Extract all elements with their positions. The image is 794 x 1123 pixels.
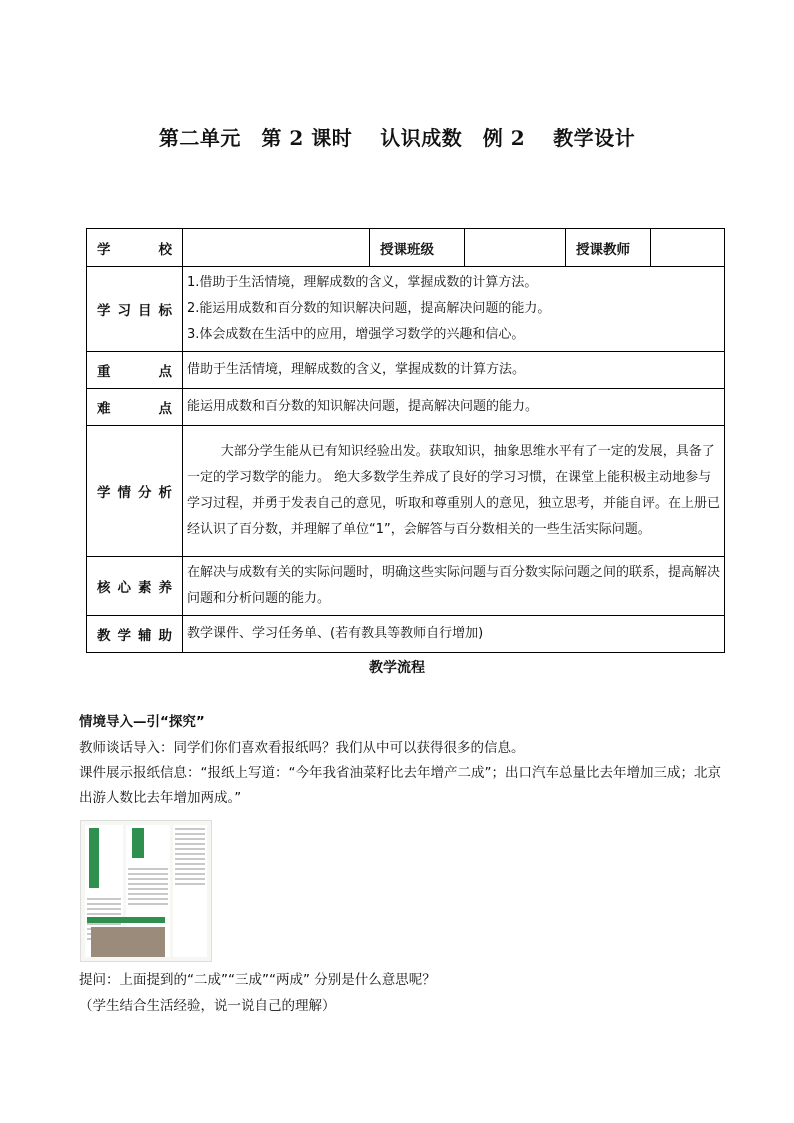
- analysis-text: 大部分学生能从已有知识经验出发。获取知识，抽象思维水平有了一定的发展，具备了一定的学习数学的能力。 绝大多数学生养成了良好的学习习惯，在课堂上能积极主动地参与学习过程，并勇于发表自己的意见，听取和尊重别人的意见，独立思考，并能自评。在上册已经认识了百分数，并理解了单位“1”，会解答与百分数相关的一些生活实际问题。: [183, 426, 725, 557]
- literacy-label: 核心素养: [87, 557, 183, 616]
- goal-item: 1.借助于生活情境，理解成数的含义，掌握成数的计算方法。: [187, 275, 538, 290]
- difficulty-text: 能运用成数和百分数的知识解决问题，提高解决问题的能力。: [183, 389, 725, 426]
- difficulty-label: 难 点: [87, 389, 183, 426]
- table-row: [87, 557, 725, 616]
- table-row: [87, 616, 725, 653]
- key-point-text: 借助于生活情境，理解成数的含义，掌握成数的计算方法。: [183, 352, 725, 389]
- newspaper-info-paragraph: 课件展示报纸信息：“报纸上写道：“今年我省油菜籽比去年增产二成”；出口汽车总量比去年增加三成；北京出游人数比去年增加两成。”: [79, 765, 721, 806]
- school-value[interactable]: [183, 229, 370, 267]
- goal-item: 3.体会成数在生活中的应用，增强学习数学的兴趣和信心。: [187, 327, 525, 342]
- intro-heading: 情境导入—引“探究”: [79, 714, 205, 730]
- intro-paragraph: 教师谈话导入：同学们你们喜欢看报纸吗？我们从中可以获得很多的信息。: [79, 740, 525, 756]
- aids-text: 教学课件、学习任务单、(若有教具等教师自行增加): [183, 616, 725, 653]
- question-paragraph: 提问：上面提到的“二成”“三成”“两成” 分别是什么意思呢？: [79, 972, 436, 988]
- class-label: 授课班级: [370, 229, 465, 267]
- table-row: [87, 229, 725, 267]
- goals-label: 学习目标: [87, 267, 183, 352]
- student-note: （学生结合生活经验，说一说自己的理解）: [79, 998, 336, 1014]
- table-row: [87, 352, 725, 389]
- key-point-label: 重 点: [87, 352, 183, 389]
- goal-item: 2.能运用成数和百分数的知识解决问题，提高解决问题的能力。: [187, 301, 551, 316]
- flow-heading: 教学流程: [369, 660, 425, 676]
- literacy-text: 在解决与成数有关的实际问题时，明确这些实际问题与百分数实际问题之间的联系，提高解决问题和分析问题的能力。: [183, 557, 725, 616]
- lesson-info-table: [86, 228, 725, 653]
- aids-label: 教学辅助: [87, 616, 183, 653]
- table-row: [87, 389, 725, 426]
- table-row: [87, 426, 725, 557]
- teacher-label: 授课教师: [566, 229, 651, 267]
- table-row: [87, 267, 725, 352]
- teacher-value[interactable]: [651, 229, 725, 267]
- goals-cell: [183, 267, 725, 352]
- newspaper-image: [80, 820, 212, 962]
- analysis-label: 学情分析: [87, 426, 183, 557]
- document-title: 第二单元 第 2 课时 认识成数 例 2 教学设计: [158, 126, 636, 150]
- school-label: 学 校: [87, 229, 183, 267]
- class-value[interactable]: [465, 229, 566, 267]
